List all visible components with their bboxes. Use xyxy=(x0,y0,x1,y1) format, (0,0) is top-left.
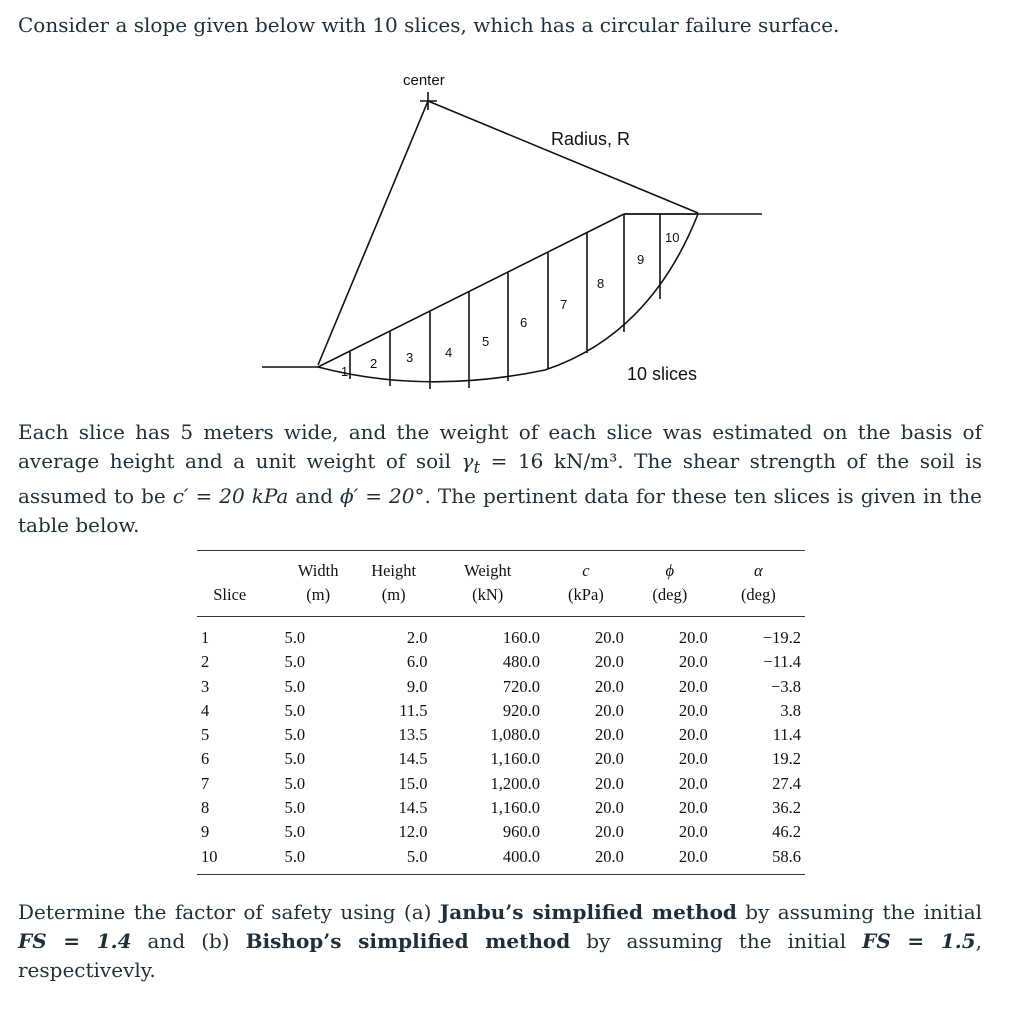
table-row: 1 5.0 2.0 160.0 20.0 20.0 −19.2 xyxy=(201,628,801,647)
table-row: 3 5.0 9.0 720.0 20.0 20.0 −3.8 xyxy=(201,676,801,696)
intro-text: Consider a slope given below with 10 slices, which has a circular failure surface. xyxy=(18,13,840,37)
table-row: 8 5.0 14.5 1,160.0 20.0 20.0 36.2 xyxy=(201,798,801,818)
initial-fs-bishop: FS = 1.5 xyxy=(862,929,976,953)
question-paragraph: Determine the factor of safety using (a) Janbu’s simplified method by assuming the initial FS = 1.4 and (b) Bishop’s simplified method by assuming the initial FS = 1.5, respectivevly. xyxy=(18,900,983,982)
slice-number: 3 xyxy=(406,350,414,365)
friction-angle-expression: ϕ′ = 20° xyxy=(340,484,425,508)
header-weight: Weight (kN) xyxy=(432,551,544,617)
table-row: 5 5.0 13.5 1,080.0 20.0 20.0 11.4 xyxy=(201,725,801,745)
initial-fs-janbu: FS = 1.4 xyxy=(18,929,132,953)
header-slice: Slice xyxy=(197,551,263,617)
table-row: 10 5.0 5.0 400.0 20.0 20.0 58.6 xyxy=(197,845,805,875)
radius-line-right xyxy=(428,101,698,213)
slice-number: 7 xyxy=(560,297,568,312)
header-width: Width (m) xyxy=(263,551,356,617)
slope-face xyxy=(318,214,624,367)
table-row: 4 5.0 11.5 920.0 20.0 20.0 3.8 xyxy=(201,700,801,720)
gamma-symbol: γ xyxy=(461,449,474,473)
cohesion-expression: c′ = 20 kPa xyxy=(172,484,289,508)
slice-data-table xyxy=(197,550,805,875)
table-row: 9 5.0 12.0 960.0 20.0 20.0 46.2 xyxy=(201,822,801,842)
slice-number: 10 xyxy=(665,230,680,245)
table-row: 2 5.0 6.0 480.0 20.0 20.0 −11.4 xyxy=(201,652,801,672)
slice-number: 6 xyxy=(520,315,528,330)
slice-number: 8 xyxy=(597,276,605,291)
table-row: 6 5.0 14.5 1,160.0 20.0 20.0 19.2 xyxy=(201,749,801,769)
center-marker xyxy=(420,92,437,110)
header-cohesion: c (kPa) xyxy=(544,551,628,617)
slice-number: 1 xyxy=(341,364,349,379)
header-alpha: α (deg) xyxy=(712,551,805,617)
table-header-row xyxy=(197,551,805,617)
slice-number: 2 xyxy=(370,356,378,371)
slope-figure xyxy=(0,0,1015,410)
janbu-method: Janbu’s simplified method xyxy=(439,900,737,924)
header-phi: ϕ (deg) xyxy=(628,551,712,617)
slice-number: 4 xyxy=(445,345,453,360)
header-height: Height (m) xyxy=(356,551,432,617)
slice-number: 9 xyxy=(637,252,645,267)
slices-caption: 10 slices xyxy=(627,364,698,384)
slice-number: 5 xyxy=(482,334,490,349)
radius-label: Radius, R xyxy=(551,129,631,149)
center-label: center xyxy=(403,72,445,89)
table-row: 7 5.0 15.0 1,200.0 20.0 20.0 27.4 xyxy=(201,773,801,793)
radius-line-left xyxy=(318,101,428,365)
bishop-method: Bishop’s simplified method xyxy=(245,929,571,953)
description-paragraph: Each slice has 5 meters wide, and the weight of each slice was estimated on the basis of average height and a unit weight of soil $\gamma_t = 16$ kN/m³. The shear strength of the soil is assumed to be c′ = 20 kPa and ϕ′ = 20°. The pertinent data for these ten slices is given in the table below. xyxy=(18,420,983,537)
